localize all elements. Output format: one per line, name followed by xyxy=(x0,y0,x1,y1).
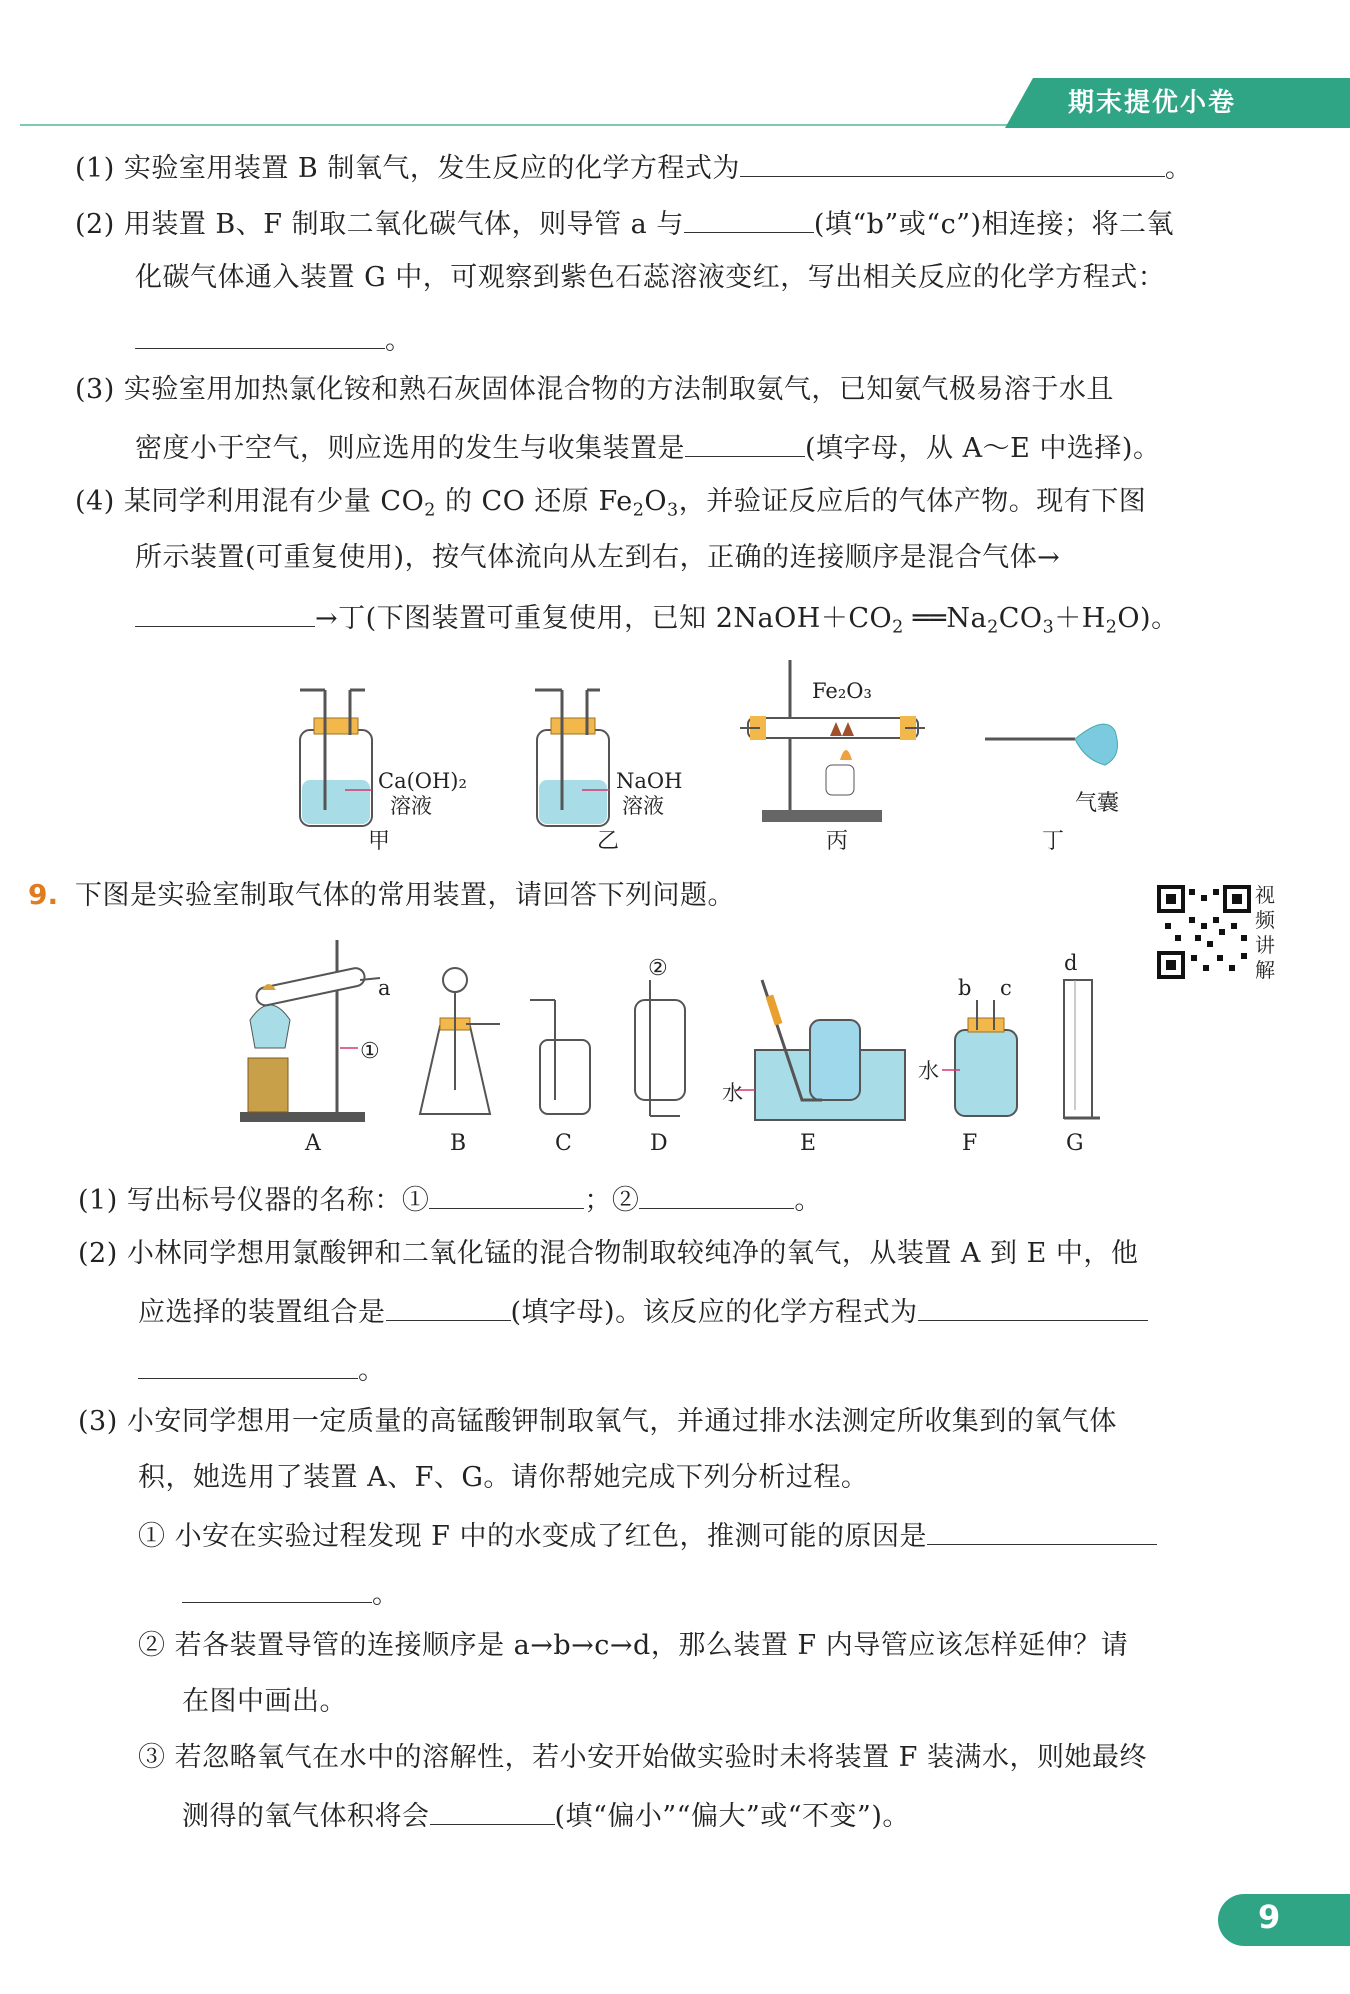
q8-p4-text-a3: →丁(下图装置可重复使用，已知 2NaOH＋CO xyxy=(315,603,893,634)
q9-stem: 下图是实验室制取气体的常用装置，请回答下列问题。 xyxy=(75,880,735,911)
q9-p3-s1-line2 xyxy=(182,1574,400,1613)
q8-figure xyxy=(0,650,1350,870)
header-tab-label: 期末提优小卷 xyxy=(1068,88,1237,118)
q9-p1-blank1[interactable] xyxy=(429,1180,584,1209)
q8-p4-text-c3: CO xyxy=(998,603,1043,634)
q8-p4-text-b: 的 CO 还原 Fe xyxy=(435,486,633,517)
apparatus-a xyxy=(240,940,380,1122)
q9-p3-s3-text-a: 测得的氧气体积将会 xyxy=(182,1801,430,1832)
bottle-yi xyxy=(535,690,610,826)
mark-2: ② xyxy=(648,956,668,981)
q8-p1 xyxy=(75,148,1192,187)
q9-p2-blank3[interactable] xyxy=(138,1350,358,1379)
balloon-ding xyxy=(985,724,1117,765)
label-f: F xyxy=(962,1131,978,1156)
label-a: A xyxy=(305,1131,321,1156)
q9-p2-text-a: 应选择的装置组合是 xyxy=(138,1297,386,1328)
ding-text: 气囊 xyxy=(1075,791,1120,816)
water-f: 水 xyxy=(918,1059,939,1083)
q9-p1-sep: ；② xyxy=(584,1185,640,1216)
q9-p3-s1-blank1[interactable] xyxy=(927,1516,1157,1545)
q8-p2-end: 。 xyxy=(385,325,413,356)
apparatus-e xyxy=(735,980,905,1120)
mark-1: ① xyxy=(360,1039,380,1064)
q8-p3-line2 xyxy=(135,428,1160,467)
q8-p3-text-b: (填字母，从 A～E 中选择)。 xyxy=(805,433,1161,464)
q8-p4-text-d3: ＋H xyxy=(1054,603,1106,634)
q9-number: 9. xyxy=(28,878,59,911)
apparatus-g xyxy=(1064,980,1100,1118)
q8-p3-blank[interactable] xyxy=(685,428,805,457)
qr-char-3: 讲 xyxy=(1255,933,1275,957)
label-b: B xyxy=(450,1131,467,1156)
q8-p1-end: 。 xyxy=(1164,153,1193,184)
page-number: 9 xyxy=(1258,1898,1281,1936)
q9-p3-s1-text: ① 小安在实验过程发现 F 中的水变成了红色，推测可能的原因是 xyxy=(138,1521,927,1552)
bing-text: Fe₂O₃ xyxy=(812,679,872,703)
q8-p4-blank[interactable] xyxy=(135,598,315,627)
mark-d: d xyxy=(1064,951,1078,975)
q9-p1-blank2[interactable] xyxy=(639,1180,794,1209)
q9-p2-line1: (2) 小林同学想用氯酸钾和二氧化锰的混合物制取较纯净的氧气，从装置 A 到 E 中，他 xyxy=(78,1238,1139,1269)
jia-text1: Ca(OH)₂ xyxy=(378,769,467,793)
q9-p2-blank1[interactable] xyxy=(386,1292,511,1321)
q8-p2-line2: 化碳气体通入装置 G 中，可观察到紫色石蕊溶液变红，写出相关反应的化学方程式： xyxy=(135,262,1166,293)
apparatus-b xyxy=(420,968,500,1114)
q9-p2-blank2[interactable] xyxy=(918,1292,1148,1321)
q9-figure xyxy=(0,940,1350,1170)
q8-p2-text-a: (2) 用装置 B、F 制取二氧化碳气体，则导管 a 与 xyxy=(75,209,684,240)
q9-p3-s1-blank2[interactable] xyxy=(182,1574,372,1603)
q9-p1 xyxy=(78,1180,822,1219)
header-divider xyxy=(20,124,1040,126)
q9-p1-text: (1) 写出标号仪器的名称：① xyxy=(78,1185,430,1216)
page-badge xyxy=(1218,1894,1350,1946)
apparatus-c xyxy=(530,1000,590,1114)
q8-p2-blank1[interactable] xyxy=(684,204,814,233)
q8-p4-line2: 所示装置(可重复使用)，按气体流向从左到右，正确的连接顺序是混合气体→ xyxy=(135,542,1061,573)
q9-p3-s3-line2 xyxy=(182,1796,910,1835)
q9-p1-end: 。 xyxy=(794,1185,822,1216)
yi-text2: 溶液 xyxy=(622,794,664,818)
q9-p3-s3-text-b: (填“偏小”“偏大”或“不变”)。 xyxy=(554,1801,910,1832)
q9-p3-s2-line1: ② 若各装置导管的连接顺序是 a→b→c→d，那么装置 F 内导管应该怎样延伸？请 xyxy=(138,1630,1129,1661)
ding-label: 丁 xyxy=(1042,829,1065,854)
q9-p2-line3 xyxy=(138,1350,386,1389)
mark-c: c xyxy=(1000,976,1012,1000)
mark-a: a xyxy=(378,976,391,1000)
label-e: E xyxy=(800,1131,817,1156)
label-g: G xyxy=(1066,1131,1084,1156)
q9-p3-line1: (3) 小安同学想用一定质量的高锰酸钾制取氧气，并通过排水法测定所收集到的氧气体 xyxy=(78,1406,1117,1437)
qr-char-1: 视 xyxy=(1255,883,1275,907)
q9-p3-s2-line2: 在图中画出。 xyxy=(182,1686,347,1717)
q8-p2-line1 xyxy=(75,204,1174,243)
q8-p4-text-a: (4) 某同学利用混有少量 CO xyxy=(75,486,425,517)
q8-p2-line3 xyxy=(135,320,413,359)
q9-p3-line2: 积，她选用了装置 A、F、G。请你帮她完成下列分析过程。 xyxy=(138,1462,869,1493)
label-d: D xyxy=(650,1131,668,1156)
q8-p4-line3: →丁(下图装置可重复使用，已知 $2NaOH+CO_2$ $══Na_2CO_3+H_2O$)。 xyxy=(135,598,1179,645)
qr-char-4: 解 xyxy=(1255,958,1275,982)
q8-p1-text: (1) 实验室用装置 B 制氧气，发生反应的化学方程式为 xyxy=(75,153,740,184)
q8-p4-text-e3: O)。 xyxy=(1117,603,1179,634)
water-e: 水 xyxy=(722,1081,743,1105)
q9-p3-s3-line1: ③ 若忽略氧气在水中的溶解性，若小安开始做实验时未将装置 F 装满水，则她最终 xyxy=(138,1742,1147,1773)
q9-p2-line2 xyxy=(138,1292,1148,1331)
q9-p3-s1 xyxy=(138,1516,1157,1555)
mark-b: b xyxy=(958,976,972,1000)
q9-p2-text-b: (填字母)。该反应的化学方程式为 xyxy=(510,1297,918,1328)
q8-p2-blank2[interactable] xyxy=(135,320,385,349)
q8-p4-text-b3: ══Na xyxy=(903,603,988,634)
qr-char-2: 频 xyxy=(1255,908,1275,932)
q9-p2-end: 。 xyxy=(358,1355,386,1386)
yi-label: 乙 xyxy=(597,829,620,854)
label-c: C xyxy=(555,1131,572,1156)
q8-p4-line1: (4) 某同学利用混有少量 $CO_2$ 的 CO 还原 $Fe_2O_3$，并验证反应后的气体产物。现有下图 xyxy=(75,486,1147,521)
jia-label: 甲 xyxy=(368,829,391,854)
q8-p1-blank[interactable] xyxy=(740,148,1165,177)
apparatus-d xyxy=(635,980,685,1116)
q9-p3-s3-blank[interactable] xyxy=(430,1796,555,1825)
yi-text1: NaOH xyxy=(616,769,683,793)
apparatus-f xyxy=(942,1000,1017,1116)
jia-text2: 溶液 xyxy=(390,794,432,818)
q8-p2-text-b: (填“b”或“c”)相连接；将二氧 xyxy=(813,209,1175,240)
q8-p4-text-c: ，并验证反应后的气体产物。现有下图 xyxy=(678,486,1147,517)
q8-p3-line1: (3) 实验室用加热氯化铵和熟石灰固体混合物的方法制取氨气，已知氨气极易溶于水且 xyxy=(75,374,1114,405)
bing-label: 丙 xyxy=(826,829,849,854)
q8-p3-text-a: 密度小于空气，则应选用的发生与收集装置是 xyxy=(135,433,685,464)
bottle-jia xyxy=(300,690,372,826)
q9-p3-s1-end: 。 xyxy=(372,1579,400,1610)
